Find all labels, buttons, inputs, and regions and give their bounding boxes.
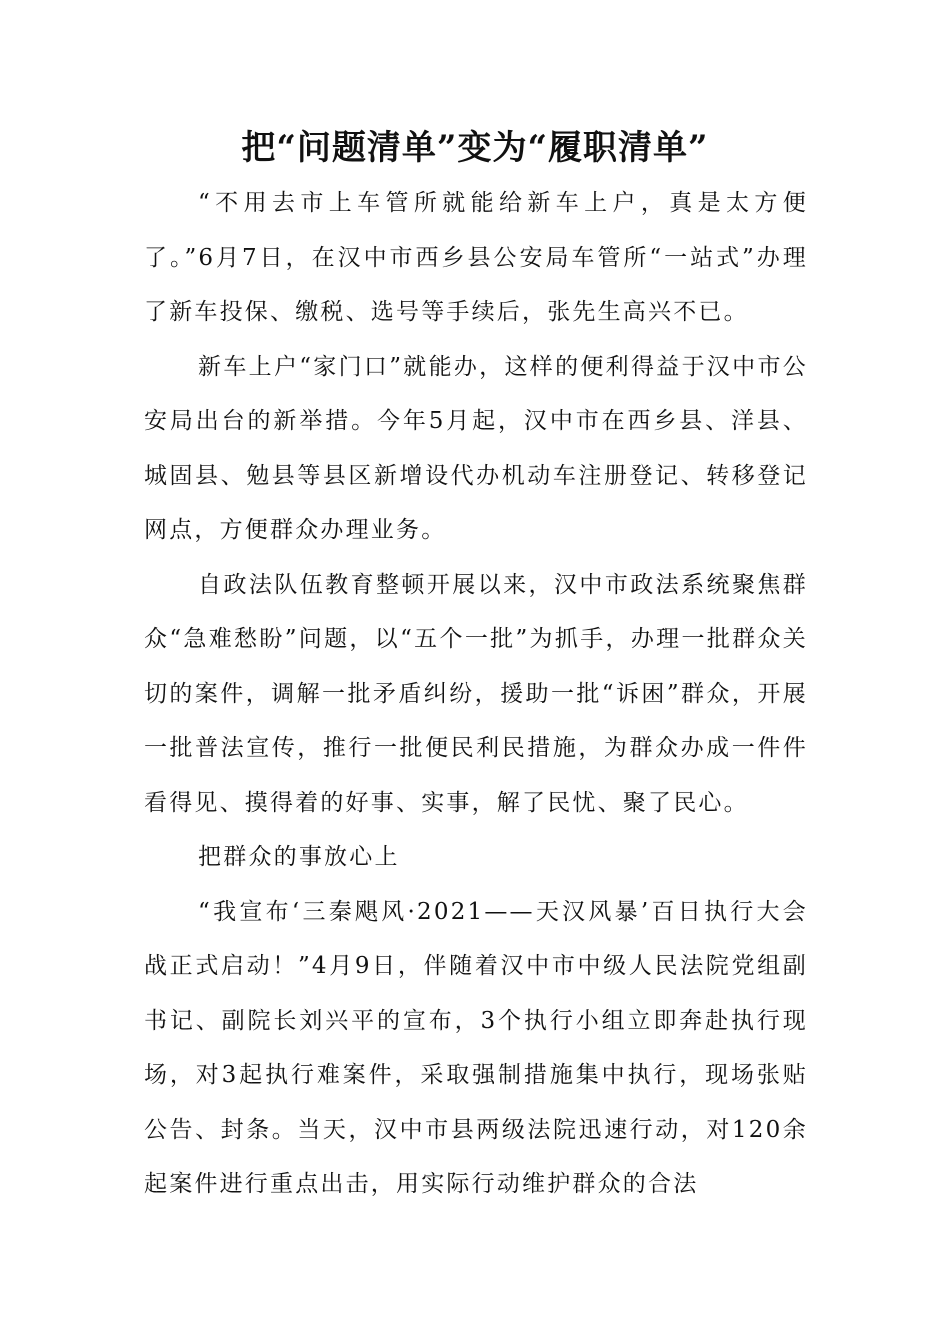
document-body: [144, 176, 808, 1212]
paragraph: 新车上户“家门口”就能办，这样的便利得益于汉中市公安局出台的新举措。今年5月起，汉中市在西乡县、洋县、城固县、勉县等县区新增设代办机动车注册登记、转移登记网点，方便群众办理业务。: [144, 353, 808, 543]
paragraph: “不用去市上车管所就能给新车上户，真是太方便了。”6月7日，在汉中市西乡县公安局车管所“一站式”办理了新车投保、缴税、选号等手续后，张先生高兴不已。: [144, 190, 808, 325]
paragraph: 自政法队伍教育整顿开展以来，汉中市政法系统聚焦群众“急难愁盼”问题，以“五个一批”为抓手，办理一批群众关切的案件，调解一批矛盾纠纷，援助一批“诉困”群众，开展一批普法宣传，推行一批便民利民措施，为群众办成一件件看得见、摸得着的好事、实事，解了民忧、聚了民心。: [144, 571, 808, 816]
document-title: 把“问题清单”变为“履职清单”: [241, 128, 709, 168]
section-subheading: 把群众的事放心上: [198, 844, 400, 870]
paragraph: “我宣布‘三秦飓风·2021——天汉风暴’百日执行大会战正式启动！”4月9日，伴随着汉中市中级人民法院党组副书记、副院长刘兴平的宣布，3个执行小组立即奔赴执行现场，对3起执行难案件，采取强制措施集中执行，现场张贴公告、封条。当天，汉中市县两级法院迅速行动，对120余起案件进行重点出击，用实际行动维护群众的合法: [144, 898, 808, 1197]
